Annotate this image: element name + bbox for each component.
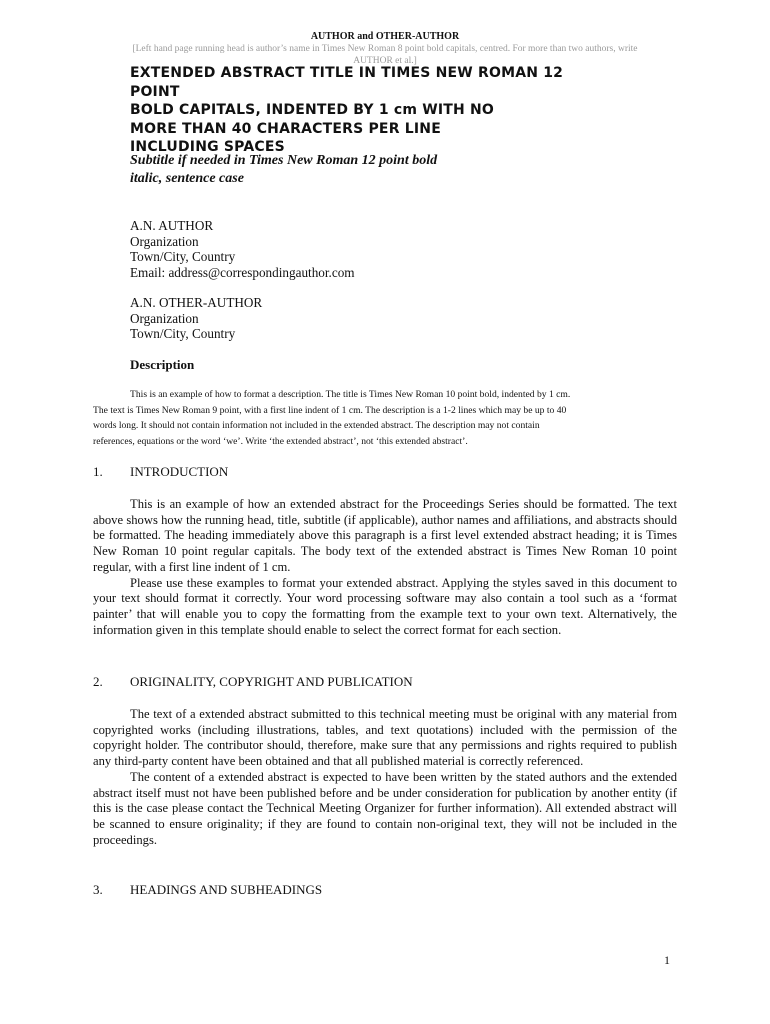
section-body-originality [93, 707, 677, 848]
author-email: Email: address@correspondingauthor.com [130, 264, 355, 280]
body-paragraph: The content of a extended abstract is expected to have been written by the stated authors and the extended abstract itself must not have been published before and be under consideration for publication by another entity (if this is the case please contact the Technical Meeting Organizer for further information). All extended abstract will be scanned to ensure originality; if they are found to contain non-original text, they will not be included in the proceedings. [93, 769, 677, 847]
author-block-primary [130, 218, 650, 280]
section-heading-originality [93, 674, 677, 690]
running-head-note-line: AUTHOR et al.] [353, 56, 417, 66]
section-title: ORIGINALITY, COPYRIGHT AND PUBLICATION [130, 674, 413, 689]
section-number: 3. [93, 882, 103, 897]
author-location: Town/City, Country [130, 249, 236, 264]
title-line: EXTENDED ABSTRACT TITLE IN TIMES NEW ROMAN 12 [130, 65, 564, 81]
description-text [93, 387, 677, 449]
author-name: A.N. AUTHOR [130, 218, 214, 233]
title-line: BOLD CAPITALS, INDENTED BY 1 cm WITH NO [130, 102, 495, 118]
description-line: words long. It should not contain information not included in the extended abstract. The description may not contain [93, 420, 540, 431]
body-paragraph: Please use these examples to format your extended abstract. Applying the styles saved in this document to your text should format it correctly. Your word processing software may also contain a tool such as a ‘format painter’ that will enable you to copy the formatting from the example text to your own text. Alternatively, the information given in this template should enable to select the correct format for each section. [93, 575, 677, 637]
section-title: HEADINGS AND SUBHEADINGS [130, 882, 323, 897]
running-head: AUTHOR and OTHER-AUTHOR [310, 31, 460, 42]
section-heading-headings [93, 882, 677, 898]
description-line: The text is Times New Roman 9 point, with a first line indent of 1 cm. The description is a 1-2 lines which may be up to 40 [93, 404, 567, 416]
title-line: MORE THAN 40 CHARACTERS PER LINE [130, 120, 441, 137]
description-line: This is an example of how to format a description. The title is Times New Roman 10 point bold, indented by 1 cm. [130, 389, 571, 400]
body-paragraph: This is an example of how an extended abstract for the Proceedings Series should be formatted. The text above shows how the running head, title, subtitle (if applicable), author names and affiliations, and abstracts should be formatted. The heading immediately above this paragraph is a first level extended abstract heading; it is Times New Roman 10 point regular capitals. The body text of the extended abstract is Times New Roman 10 point regular, with a first line indent of 1 cm. [93, 497, 677, 574]
section-heading-introduction [93, 464, 677, 480]
author-location: Town/City, Country [130, 326, 236, 341]
section-number: 2. [93, 674, 103, 689]
abstract-title [130, 64, 650, 157]
section-title: INTRODUCTION [130, 464, 229, 479]
body-paragraph: The text of a extended abstract submitted to this technical meeting must be original with any material from copyrighted works (including illustrations, tables, and text quotations) included with the permission of the copyright holder. The contributor should, therefore, make sure that any permissions and rights required to publish any third-party content have been obtained and that all published material is correctly referenced. [93, 707, 677, 769]
description-heading: Description [130, 357, 195, 372]
author-organization: Organization [130, 233, 199, 249]
author-name: A.N. OTHER-AUTHOR [130, 295, 263, 310]
section-number: 1. [93, 464, 103, 479]
subtitle-line: italic, sentence case [130, 171, 244, 186]
running-head-note-line: [Left hand page running head is author’s name in Times New Roman 8 point bold capitals, centred. For more than two authors, write [132, 44, 638, 54]
page-number: 1 [664, 953, 670, 967]
title-line: INCLUDING SPACES [130, 139, 285, 155]
section-body-introduction [93, 497, 677, 638]
author-organization: Organization [130, 310, 199, 326]
abstract-subtitle [130, 152, 650, 188]
subtitle-line: Subtitle if needed in Times New Roman 12 point bold [130, 153, 438, 168]
author-block-secondary [130, 295, 650, 342]
description-line: references, equations or the word ‘we’. Write ‘the extended abstract’, not ‘this extended abstract’. [93, 435, 468, 447]
title-line: POINT [130, 83, 180, 100]
